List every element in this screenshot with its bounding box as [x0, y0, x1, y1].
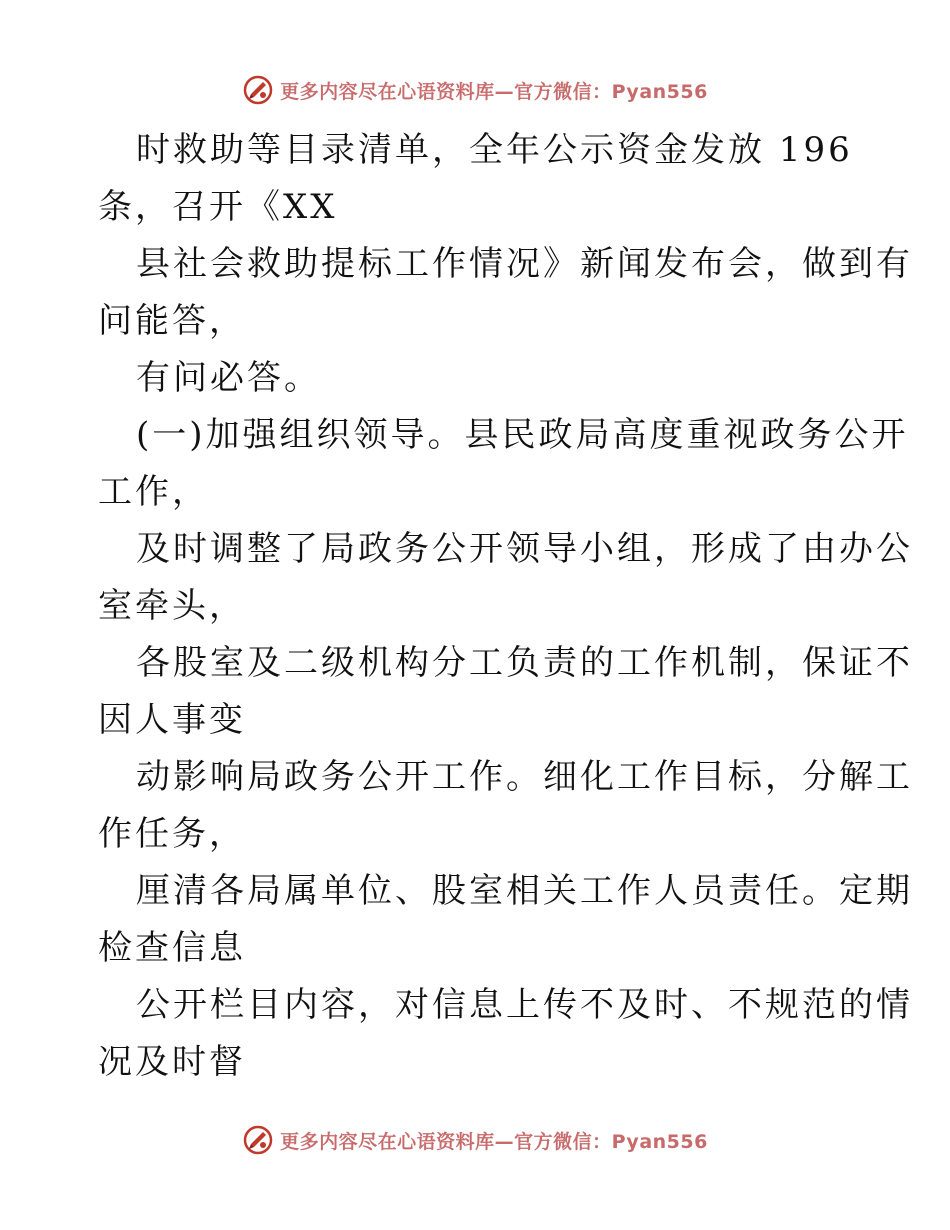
footer-banner	[0, 1120, 950, 1160]
text-line: 室牵头，	[98, 586, 246, 626]
pen-heart-logo-icon	[242, 1124, 274, 1156]
header-banner	[0, 70, 950, 110]
footer-banner-text: 更多内容尽在心语资料库—官方微信：Pyan556	[280, 1130, 708, 1153]
text-line: 县社会救助提标工作情况》新闻发布会，做到有	[136, 244, 913, 284]
text-line: 工作，	[98, 472, 209, 512]
text-line: 各股室及二级机构分工负责的工作机制，保证不	[136, 643, 913, 683]
text-line: 厘清各局属单位、股室相关工作人员责任。定期	[136, 871, 913, 911]
text-line: 检查信息	[98, 928, 246, 968]
pen-heart-logo-icon	[242, 74, 274, 106]
text-line: 及时调整了局政务公开领导小组，形成了由办公	[136, 529, 913, 569]
text-line: 时救助等目录清单，全年公示资金发放 196	[136, 130, 853, 170]
text-line: 况及时督	[98, 1042, 246, 1082]
text-line: 因人事变	[98, 700, 246, 740]
text-line: 问能答，	[98, 301, 246, 341]
text-line: 条，召开《XX	[98, 187, 338, 227]
document-body	[98, 122, 913, 1091]
text-line: 作任务，	[98, 814, 246, 854]
header-banner-text: 更多内容尽在心语资料库—官方微信：Pyan556	[280, 80, 708, 103]
text-line: (一)加强组织领导。县民政局高度重视政务公开	[136, 415, 909, 455]
text-line: 有问必答。	[136, 358, 321, 398]
text-line: 动影响局政务公开工作。细化工作目标，分解工	[136, 757, 913, 797]
text-line: 公开栏目内容，对信息上传不及时、不规范的情	[136, 985, 913, 1025]
